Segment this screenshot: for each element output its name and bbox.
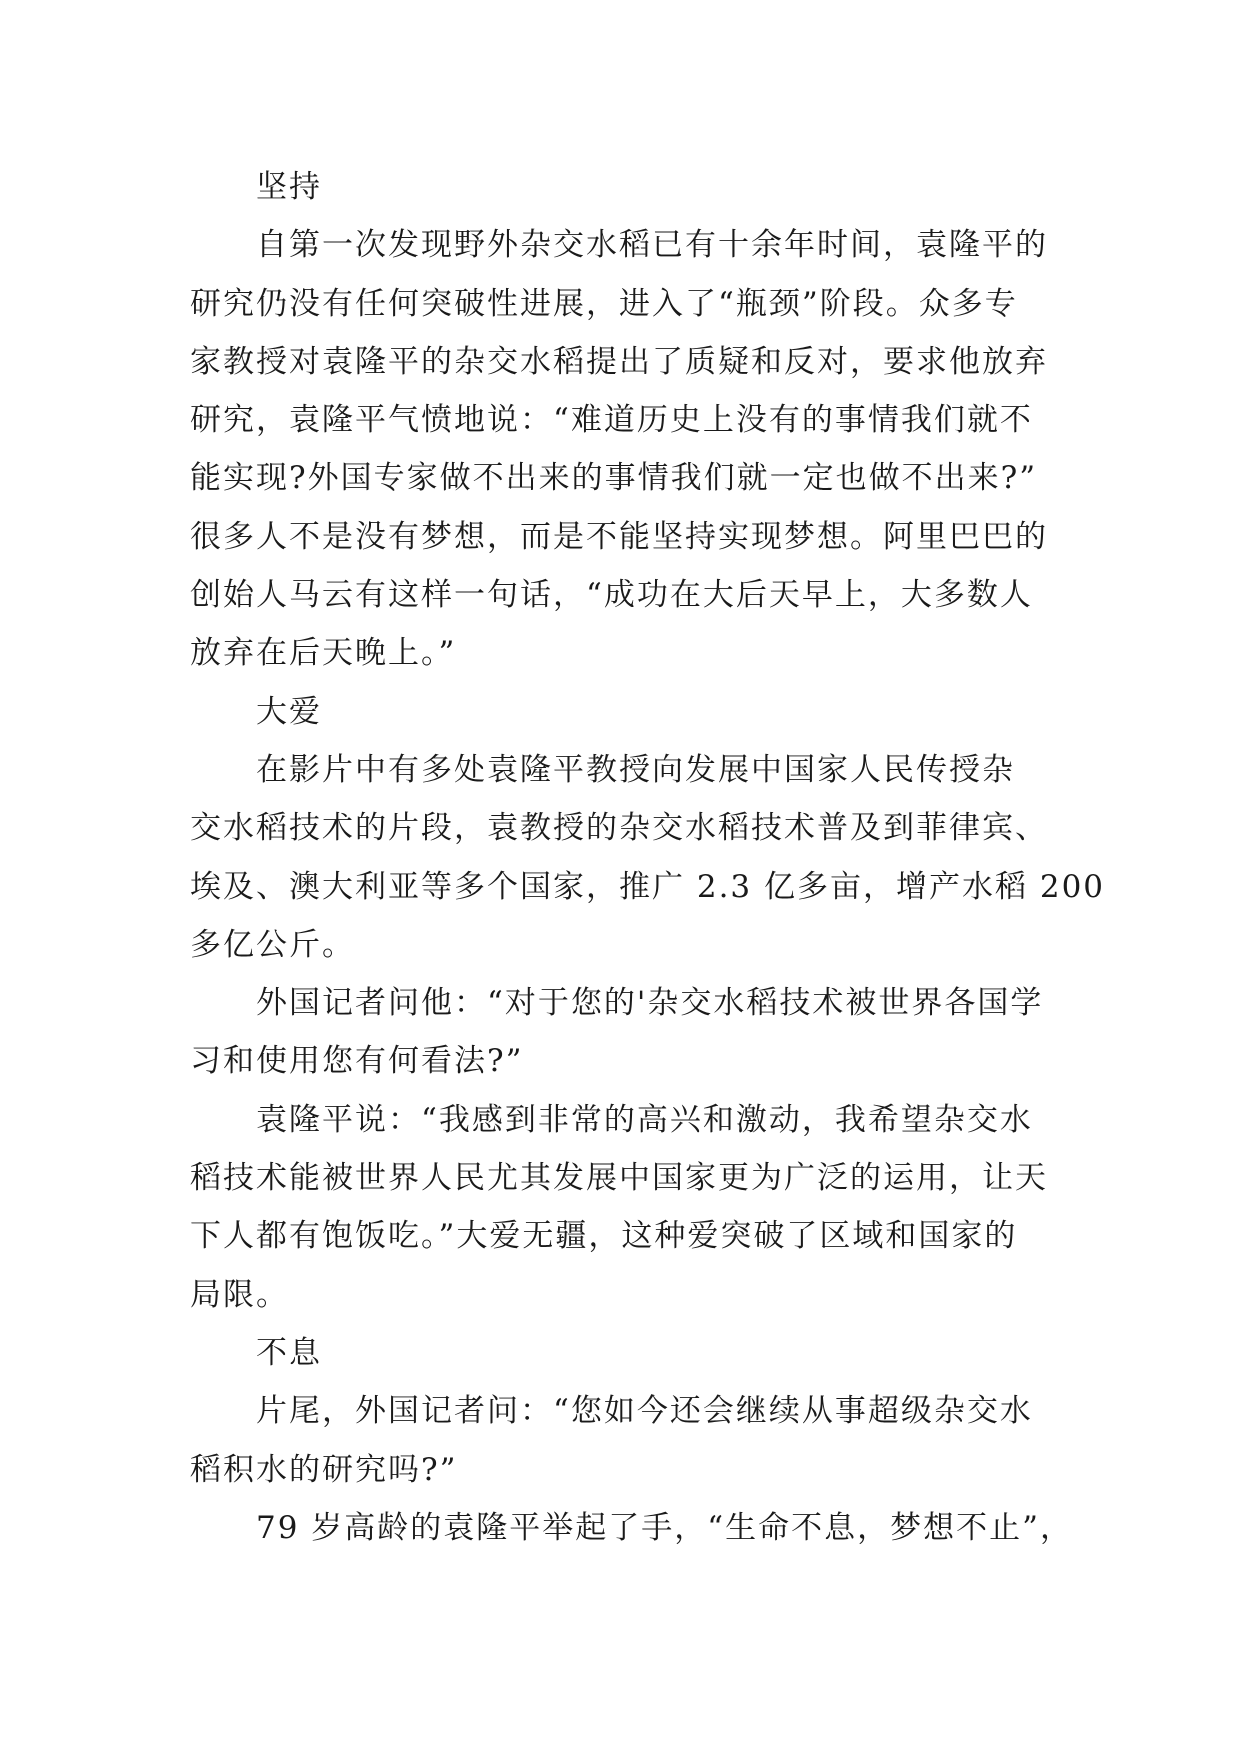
- paragraph-line: 在影片中有多处袁隆平教授向发展中国家人民传授杂: [256, 751, 1015, 788]
- paragraph-line: 能实现?外国专家做不出来的事情我们就一定也做不出来?”: [190, 460, 1038, 497]
- paragraph-line: 研究仍没有任何突破性进展，进入了“瓶颈”阶段。众多专: [190, 285, 1018, 322]
- paragraph-line: 稻技术能被世界人民尤其发展中国家更为广泛的运用，让天: [190, 1160, 1048, 1197]
- paragraph-line: 自第一次发现野外杂交水稻已有十余年时间，袁隆平的: [256, 227, 1048, 264]
- paragraph-line: 研究，袁隆平气愤地说：“难道历史上没有的事情我们就不: [190, 402, 1033, 439]
- paragraph-line: 放弃在后天晚上。”: [190, 635, 457, 672]
- paragraph-line: 79 岁高龄的袁隆平举起了手，“生命不息，梦想不止”，: [256, 1509, 1073, 1546]
- paragraph-line: 稻积水的研究吗?”: [190, 1451, 458, 1488]
- section-heading-endless: 不息: [256, 1334, 322, 1371]
- article-body: [190, 158, 1106, 1557]
- paragraph-line: 袁隆平说：“我感到非常的高兴和激动，我希望杂交水: [256, 1101, 1033, 1138]
- paragraph-line: 多亿公斤。: [190, 926, 355, 963]
- paragraph-line: 埃及、澳大利亚等多个国家，推广 2.3 亿多亩，增产水稻 200: [190, 868, 1106, 905]
- paragraph-line: 外国记者问他：“对于您的'杂交水稻技术被世界各国学: [256, 985, 1044, 1022]
- section-heading-great-love: 大爱: [256, 693, 322, 730]
- paragraph-line: 很多人不是没有梦想，而是不能坚持实现梦想。阿里巴巴的: [190, 518, 1048, 555]
- paragraph-line: 习和使用您有何看法?”: [190, 1043, 524, 1080]
- paragraph-line: 片尾，外国记者问：“您如今还会继续从事超级杂交水: [256, 1393, 1033, 1430]
- paragraph-line: 局限。: [190, 1276, 289, 1313]
- section-heading-persistence: 坚持: [256, 169, 322, 205]
- paragraph-line: 创始人马云有这样一句话，“成功在大后天早上，大多数人: [190, 577, 1033, 614]
- paragraph-line: 下人都有饱饭吃。”大爱无疆，这种爱突破了区域和国家的: [190, 1218, 1018, 1255]
- paragraph-line: 家教授对袁隆平的杂交水稻提出了质疑和反对，要求他放弃: [190, 343, 1048, 380]
- paragraph-line: 交水稻技术的片段，袁教授的杂交水稻技术普及到菲律宾、: [190, 810, 1048, 847]
